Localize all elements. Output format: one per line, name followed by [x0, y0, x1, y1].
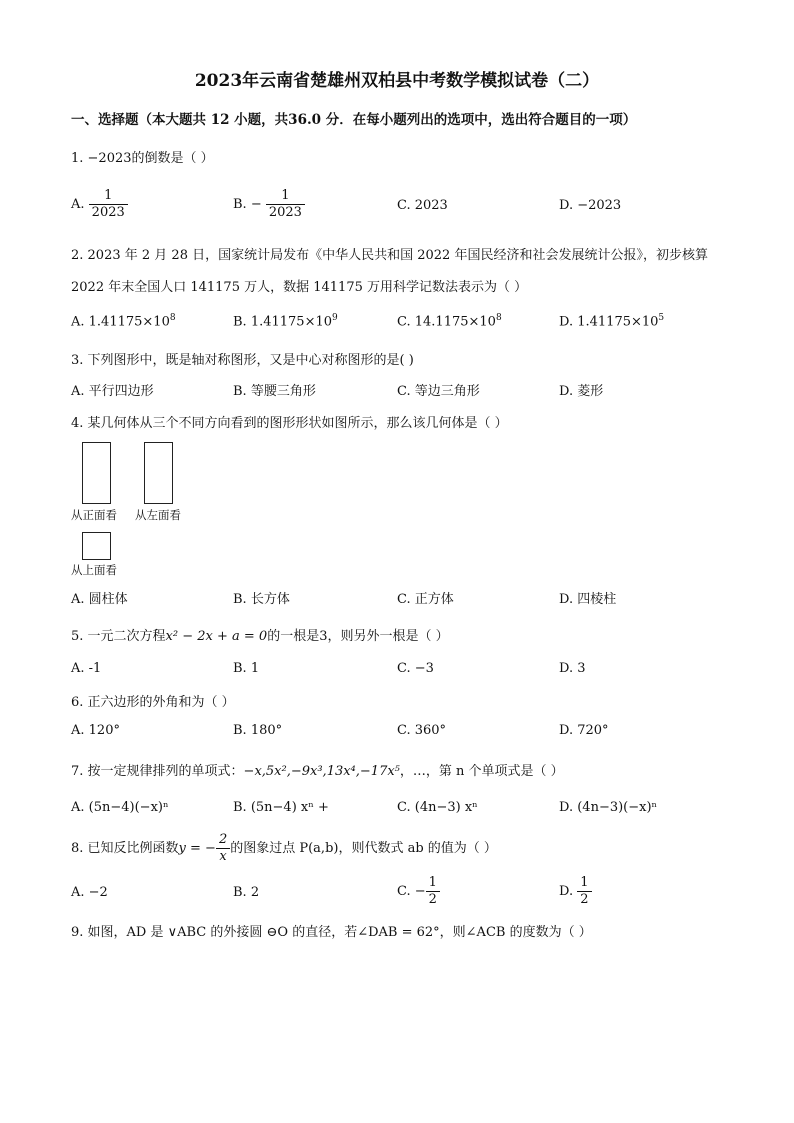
question-6-stem: 6. 正六边形的外角和为（ ）: [71, 695, 235, 710]
stem-text: 8. 已知反比例函数: [71, 841, 179, 856]
question-6-option-a: A. 120°: [71, 723, 120, 738]
fraction: [266, 188, 305, 221]
question-1-stem: 1. −2023的倒数是（ ）: [71, 151, 214, 166]
question-5-stem: [71, 625, 449, 644]
fraction-denominator: x: [219, 849, 227, 864]
option-text: C. 14.1175×10: [397, 314, 496, 330]
question-5-option-b: B. 1: [233, 661, 260, 676]
fraction: [577, 875, 591, 908]
question-8-option-d: [559, 875, 592, 908]
front-view-rectangle: [82, 442, 111, 504]
question-4-option-a: A. 圆柱体: [71, 592, 128, 607]
question-4-stem: 4. 某几何体从三个不同方向看到的图形形状如图所示，那么该几何体是（ ）: [71, 416, 508, 431]
option-label: B. −: [233, 197, 262, 212]
fraction-numerator: 2: [216, 832, 230, 849]
question-2-option-a: [71, 313, 176, 329]
question-1-option-c: C. 2023: [397, 198, 448, 213]
question-2-option-b: [233, 313, 338, 329]
question-4-option-d: D. 四棱柱: [559, 592, 617, 607]
option-text: B. 1.41175×10: [233, 314, 333, 330]
question-6-option-b: B. 180°: [233, 723, 283, 738]
question-7-option-d: D. (4n−3)(−x)ⁿ: [559, 800, 658, 815]
question-1-option-d: D. −2023: [559, 198, 622, 213]
question-7-option-b: B. (5n−4) xⁿ +: [233, 800, 329, 815]
question-9-stem: 9. 如图，AD 是 ∨ABC 的外接圆 ⊖O 的直径，若∠DAB = 62°，则∠ACB 的度数为（ ）: [71, 925, 592, 940]
question-6-option-d: D. 720°: [559, 723, 609, 738]
question-5-option-d: D. 3: [559, 661, 586, 676]
option-text: A. 1.41175×10: [71, 314, 170, 330]
question-3-option-d: D. 菱形: [559, 384, 604, 399]
top-view-square: [82, 532, 111, 560]
question-2-option-c: [397, 313, 502, 329]
fraction: [426, 875, 440, 908]
fraction-denominator: 2: [428, 892, 437, 907]
fraction: [89, 188, 128, 221]
fraction-denominator: 2023: [91, 205, 125, 220]
fraction: [216, 832, 230, 865]
option-label: D.: [559, 884, 574, 899]
equation: y = −: [178, 841, 216, 856]
question-1-option-a: [71, 188, 128, 221]
question-2-line-2: 2022 年末全国人口 141175 万人，数据 141175 万用科学记数法表示为（ ）: [71, 280, 528, 295]
fraction-denominator: 2023: [268, 205, 302, 220]
question-8-option-b: B. 2: [233, 885, 260, 900]
fraction-numerator: 1: [89, 188, 128, 205]
question-7-option-c: C. (4n−3) xⁿ: [397, 800, 478, 815]
option-label: A.: [71, 197, 85, 212]
option-label: C. −: [397, 884, 426, 899]
question-7-option-a: A. (5n−4)(−x)ⁿ: [71, 800, 169, 815]
question-5-option-c: C. −3: [397, 661, 434, 676]
section-heading: 一、选择题（本大题共 12 小题，共36.0 分．在每小题列出的选项中，选出符合题目的一项）: [71, 112, 637, 128]
question-2-line-1: 2. 2023 年 2 月 28 日，国家统计局发布《中华人民共和国 2022 年国民经济和社会发展统计公报》，初步核算: [71, 248, 708, 263]
question-2-option-d: [559, 313, 664, 329]
question-5-option-a: A. -1: [71, 661, 102, 676]
stem-text: 7. 按一定规律排列的单项式：: [71, 764, 244, 779]
option-text: D. 1.41175×10: [559, 314, 659, 330]
question-4-option-c: C. 正方体: [397, 592, 454, 607]
question-6-option-c: C. 360°: [397, 723, 447, 738]
fraction-numerator: 1: [577, 875, 591, 892]
question-3-stem: 3. 下列图形中，既是轴对称图形，又是中心对称图形的是( ): [71, 353, 414, 368]
exponent: 8: [495, 313, 502, 323]
stem-text: 5. 一元二次方程: [71, 629, 166, 644]
front-view-caption: 从正面看: [71, 508, 117, 522]
question-8-option-a: A. −2: [71, 885, 108, 900]
question-8-stem: [71, 832, 497, 865]
question-3-option-b: B. 等腰三角形: [233, 384, 316, 399]
question-3-option-c: C. 等边三角形: [397, 384, 480, 399]
question-3-option-a: A. 平行四边形: [71, 384, 154, 399]
top-view-caption: 从上面看: [71, 563, 117, 577]
question-4-option-b: B. 长方体: [233, 592, 290, 607]
stem-text: 的一根是3，则另外一根是（ ）: [267, 629, 449, 644]
question-1-option-b: [233, 188, 305, 221]
stem-text: ，…，第 n 个单项式是（ ）: [399, 764, 564, 779]
equation: x² − 2x + a = 0: [165, 629, 268, 644]
exponent: 8: [169, 313, 176, 323]
fraction-numerator: 1: [266, 188, 305, 205]
question-7-stem: [71, 760, 564, 779]
exponent: 9: [332, 313, 338, 323]
stem-text: 的图象过点 P(a,b)，则代数式 ab 的值为（ ）: [230, 841, 497, 856]
exponent: 5: [658, 313, 665, 323]
page-title: 2023年云南省楚雄州双柏县中考数学模拟试卷（二）: [194, 71, 600, 91]
left-view-rectangle: [144, 442, 173, 504]
fraction-denominator: 2: [580, 892, 589, 907]
fraction-numerator: 1: [426, 875, 440, 892]
question-8-option-c: [397, 875, 440, 908]
left-view-caption: 从左面看: [135, 508, 181, 522]
expression: −x,5x²,−9x³,13x⁴,−17x⁵: [243, 764, 400, 779]
